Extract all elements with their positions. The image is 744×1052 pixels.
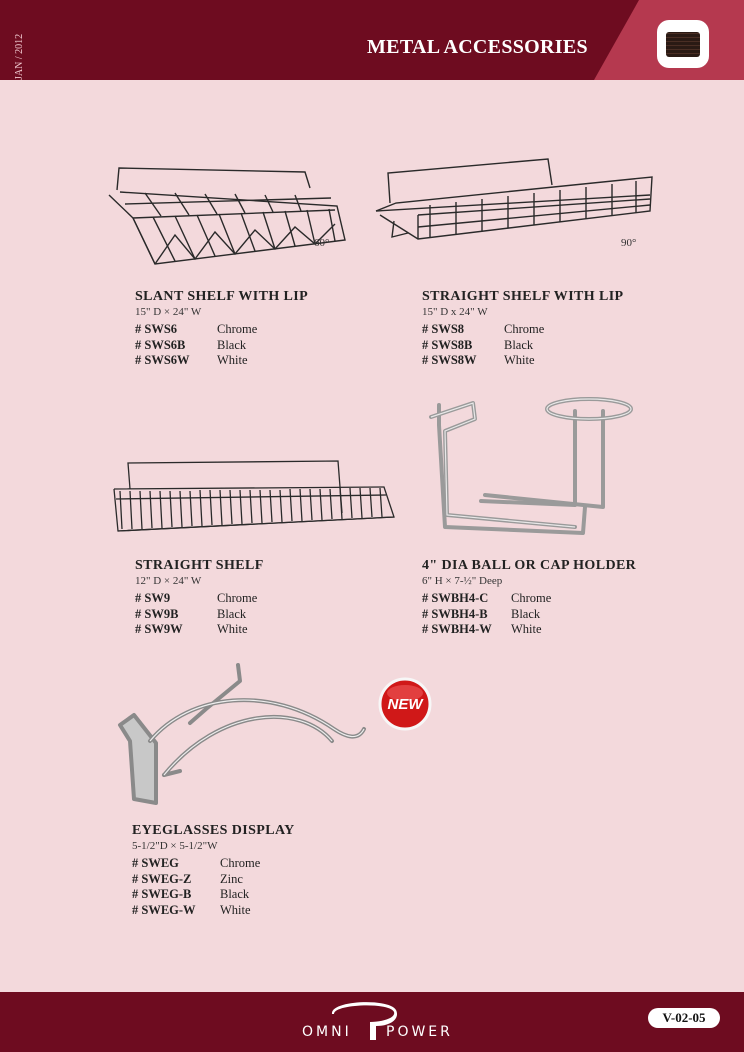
sku-finish: Chrome: [511, 591, 552, 605]
product-name: STRAIGHT SHELF: [135, 558, 264, 573]
sku-finish: Black: [217, 337, 247, 352]
sku-row: [422, 607, 551, 623]
sku-finish: Black: [217, 606, 247, 621]
sku-table: [132, 856, 260, 918]
sku-code: # SW9: [135, 591, 171, 605]
sku-row: [422, 591, 551, 607]
issue-date: JAN / 2012: [14, 33, 25, 80]
sku-code: # SWS6B: [135, 337, 186, 352]
sku-code: # SWEG-B: [132, 887, 192, 901]
sku-code: # SWS8B: [422, 337, 473, 352]
sku-finish: Chrome: [220, 856, 261, 870]
sku-finish: White: [217, 622, 248, 636]
eyeglasses-display-image: [110, 663, 370, 808]
sku-row: [135, 607, 257, 623]
sku-row: [135, 622, 257, 638]
product-dimensions: 5-1/2"D × 5-1/2"W: [132, 840, 218, 852]
sku-row: [132, 872, 260, 888]
slatwall-thumbnail: [657, 20, 709, 68]
sku-code: # SWBH4-W: [422, 622, 492, 636]
slant-angle-label: 60°: [314, 237, 330, 249]
product-dimensions: 15" D × 24" W: [135, 306, 202, 318]
product-dimensions: 15" D x 24" W: [422, 306, 488, 318]
slatwall-swatch: [666, 32, 700, 57]
sku-row: [135, 591, 257, 607]
product-name: EYEGLASSES DISPLAY: [132, 823, 295, 838]
sku-row: [132, 887, 260, 903]
sku-row: [135, 322, 257, 338]
product-eyeglasses-display: [132, 823, 295, 918]
sku-table: [422, 322, 544, 369]
sku-finish: Black: [220, 887, 250, 901]
sku-code: # SWEG: [132, 856, 179, 870]
straight-shelf-image: [108, 455, 398, 540]
new-badge-text: NEW: [387, 696, 423, 713]
slant-shelf-image: [105, 160, 350, 270]
sku-code: # SW9B: [135, 606, 179, 621]
page-code: V-02-05: [648, 1008, 720, 1028]
brand-logo: [300, 1000, 460, 1045]
sku-row: [422, 338, 544, 354]
sku-row: [422, 322, 544, 338]
product-cap-holder: [422, 558, 636, 638]
sku-finish: Black: [504, 337, 534, 352]
sku-table: [422, 591, 551, 638]
sku-row: [422, 353, 544, 369]
sku-row: [422, 622, 551, 638]
straight-shelf-lip-image: [372, 155, 662, 245]
product-dimensions: 6" H × 7-½" Deep: [422, 575, 503, 587]
product-name: STRAIGHT SHELF WITH LIP: [422, 289, 624, 304]
sku-finish: White: [511, 622, 542, 636]
sku-finish: White: [217, 353, 248, 367]
sku-code: # SWBH4-B: [422, 606, 488, 621]
sku-code: # SWS8W: [422, 353, 477, 367]
sku-finish: White: [220, 902, 251, 917]
sku-finish: Black: [511, 606, 541, 621]
sku-table: [135, 591, 257, 638]
brand-word-power: POWER: [386, 1024, 453, 1040]
product-name: SLANT SHELF WITH LIP: [135, 289, 309, 304]
sku-row: [132, 903, 260, 919]
sku-code: # SWBH4-C: [422, 591, 489, 605]
page-header: [0, 0, 744, 80]
new-badge: [378, 677, 432, 731]
sku-finish: Chrome: [217, 322, 258, 336]
sku-code: # SW9W: [135, 622, 183, 636]
sku-row: [132, 856, 260, 872]
sku-table: [135, 322, 257, 369]
product-straight-shelf: [135, 558, 264, 638]
product-straight-shelf-lip: [422, 289, 624, 369]
sku-row: [135, 353, 257, 369]
product-dimensions: 12" D × 24" W: [135, 575, 202, 587]
cap-holder-image: [425, 395, 645, 535]
product-name: 4" DIA BALL OR CAP HOLDER: [422, 558, 637, 573]
sku-code: # SWEG-W: [132, 902, 196, 917]
page-title: METAL ACCESSORIES: [367, 36, 588, 58]
sku-finish: Chrome: [504, 322, 545, 336]
sku-code: # SWS8: [422, 322, 465, 336]
sku-row: [135, 338, 257, 354]
product-slant-shelf: [135, 289, 308, 369]
sku-code: # SWS6: [135, 322, 178, 336]
brand-word-omni: OMNI: [302, 1024, 352, 1040]
sku-code: # SWS6W: [135, 353, 190, 367]
sku-code: # SWEG-Z: [132, 871, 192, 886]
sku-finish: Zinc: [220, 871, 243, 886]
sku-finish: Chrome: [217, 591, 258, 605]
sku-finish: White: [504, 353, 535, 367]
straight-angle-label: 90°: [621, 237, 637, 249]
